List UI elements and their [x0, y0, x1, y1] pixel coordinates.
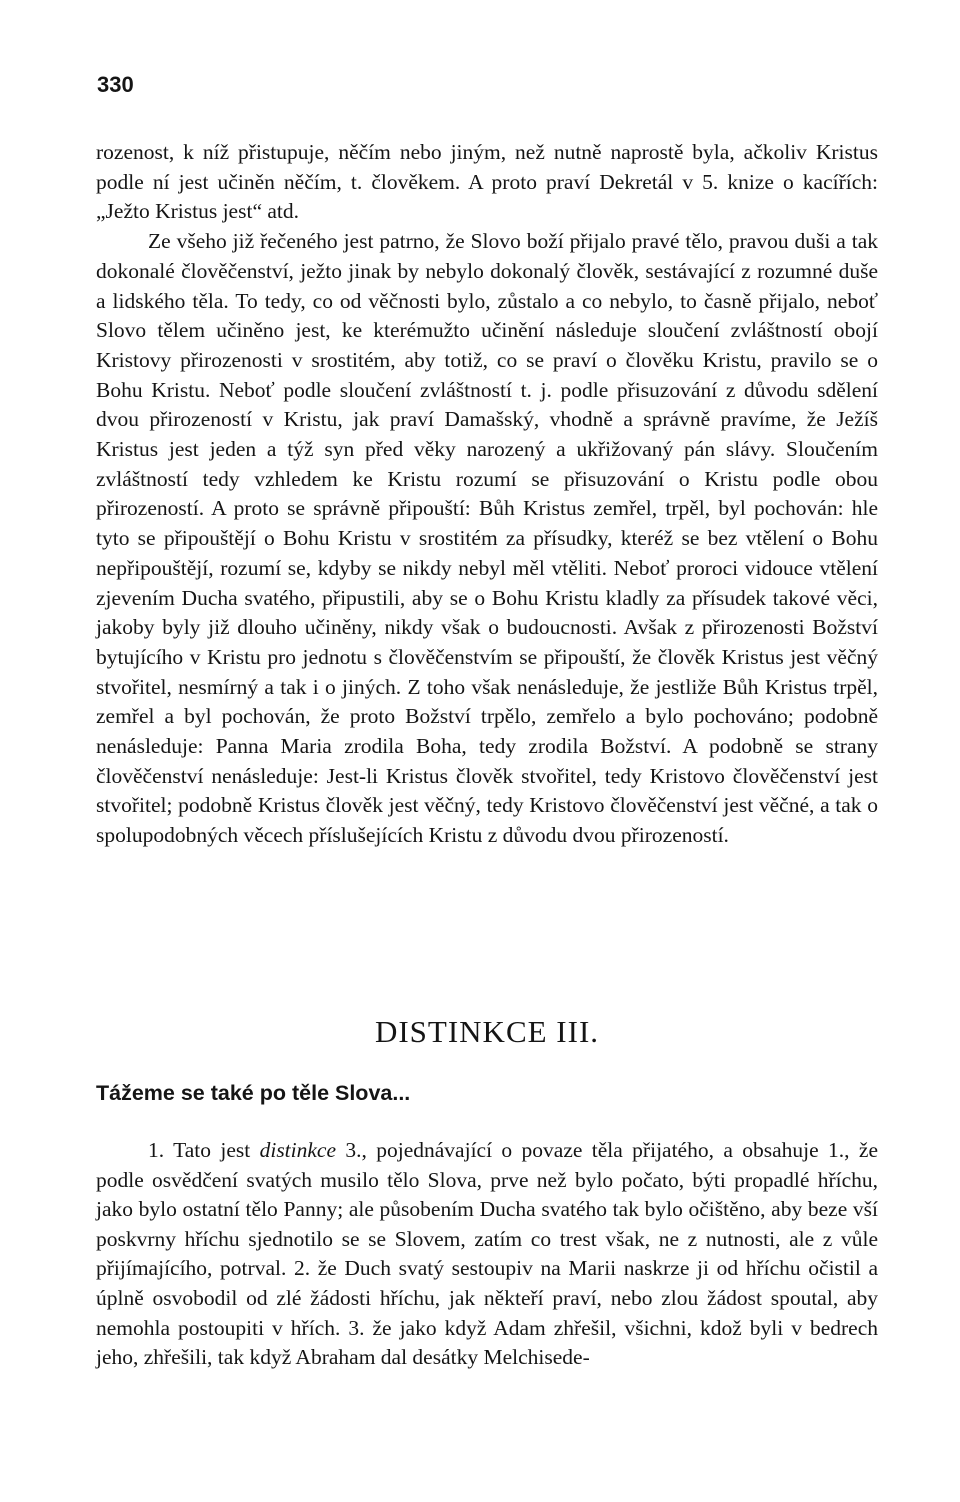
paragraph-lead: 1. Tato jest: [148, 1138, 260, 1162]
paragraph: [96, 1136, 878, 1373]
section-subheading: Tážeme se také po těle Slova...: [96, 1081, 411, 1105]
page-number: 330: [97, 72, 134, 97]
paragraph-rest: 3., pojednávající o povaze těla přijatého, a obsahuje 1., že podle osvědčení svatých musilo tělo Slova, prve než bylo počato, býti propadlé hříchu, jako bylo ostatní tělo Panny; ale působením Ducha svatého tak bylo očištěno, aby beze vší poskvrny hříchu sjednotilo se se Slovem, zatím co trest však, ne z nutnosti, ale z vůle přijímajícího, potrval. 2. že Duch svatý sestoupiv na Marii naskrze ji od hříchu očistil a úplně osvobodil od zlé žádosti hříchu, jak někteří praví, nebo zlou žádost spoutal, aby nemohla postoupiti v hřích. 3. že jako když Adam zhřešil, všichni, kdož byli v bedrech jeho, zhřešili, tak když Abraham dal desátky Melchisede-: [96, 1138, 878, 1370]
paragraph-continuation: rozenost, k níž přistupuje, něčím nebo jiným, než nutně naprostě byla, ačkoliv Kristus podle ní jest učiněn něčím, t. člověkem. A proto praví Dekretál v 5. knize o kacířích: „Ježto Kristus jest“ atd.: [96, 140, 878, 224]
paragraph: Ze všeho již řečeného jest patrno, že Slovo boží přijalo pravé tělo, pravou duši a tak dokonalé člověčenství, ježto jinak by nebylo dokonalý člověk, sestávající z rozumné duše a lidského těla. To tedy, co od věčnosti bylo, zůstalo a co nebylo, to časně přijalo, neboť Slovo tělem učiněno jest, ke kterémužto učinění následuje sloučení zvláštností obojí Kristovy přirozenosti v srostitém, aby totiž, co se praví o člověku Kristu, pravilo se o Bohu Kristu. Neboť podle sloučení zvláštností t. j. podle přisuzování z důvodu sdělení dvou přirozeností v Kristu, jak praví Damašský, vhodně a správně pravíme, že Ježíš Kristus jest jeden a týž syn před věky narozený a ukřižovaný pán slávy. Sloučením zvláštností tedy vzhledem ke Kristu rozumí se přisuzování o Kristu podle obou přirozeností. A proto se správně připouští: Bůh Kristus zemřel, trpěl, byl pochován: hle tyto se připouštějí o Bohu Kristu v srostitém za přísudky, kteréž se bez vtělení o Bohu nepřipouštějí, rozumí se, kdyby se nikdy nebyl měl vtěliti. Neboť proroci vidouce vtělení zjevením Ducha svatého, připustili, aby se o Bohu Kristu kladly za přísudek takové věci, jakoby byly již dlouho učiněny, nikdy však o budoucnosti. Avšak z přirozenosti Božství bytujícího v Kristu pro jednotu s člověčenstvím se připouští, že člověk Kristus jest věčný stvořitel, nesmírný a tak i o jiných. Z toho však nenásleduje, že jestliže Bůh Kristus trpěl, zemřel a byl pochován, že proto Božství trpělo, zemřelo a bylo pochováno; podobně nenásleduje: Panna Maria zrodila Boha, tedy zrodila Božství. A podobně se strany člověčenství nenásleduje: Jest-li Kristus člověk stvořitel, tedy Kristovo člověčenství jest stvořitel; podobně Kristus člověk jest věčný, tedy Kristovo člověčenství jest věčné, a tak o spolupodobných věcech příslušejících Kristu z důvodu dvou přirozeností.: [96, 229, 878, 848]
section-heading: DISTINKCE III.: [374, 1014, 600, 1049]
body-text-top: [96, 138, 878, 851]
italic-term: distinkce: [259, 1138, 337, 1162]
body-text-bottom: [96, 1136, 878, 1373]
